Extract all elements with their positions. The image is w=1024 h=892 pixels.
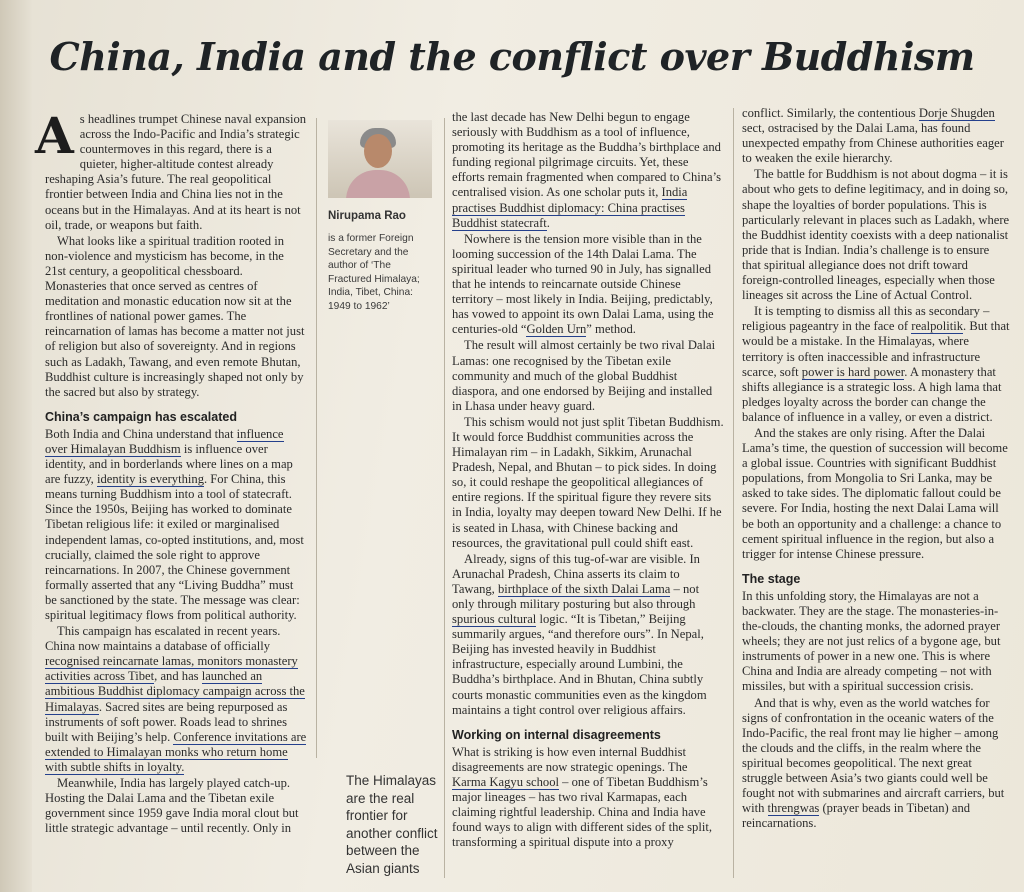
pen-underline: identity is everything: [96, 472, 204, 487]
paragraph: The result will almost certainly be two rival Dalai Lamas: one recognised by the Tibetan exile community and much of the global Buddhist diaspora, and one endorsed by Beijing and installed in Lhasa under heavy guard.: [452, 338, 716, 413]
pen-underline: recognised reincarnate lamas, monitors monastery activities across Tibet: [45, 654, 298, 684]
paragraph: And that is why, even as the world watches for signs of confrontation in the oceanic waters of the Indo-Pacific, the real front may lie higher – among the clouds and the cliffs, in the realm where the spiritual becomes geopolitical. The next great struggle between Asia’s two giants could well be fought not with submarines and aircraft carriers, but with threngwas (prayer beads in Tibetan) and reincarnations.: [742, 695, 1005, 831]
column-rule: [733, 108, 734, 878]
article-column-4: [742, 106, 1010, 832]
pull-quote: The Himalayas are the real frontier for another conflict between the Asian giants: [346, 773, 438, 876]
article-column-3: [452, 110, 724, 852]
drop-cap: A: [35, 106, 74, 165]
paragraph: As headlines trumpet Chinese naval expansion across the Indo-Pacific and India’s strategic countermoves in this regard, there is a quieter, higher-altitude contest already reshaping Asia’s future. The real geopolitical frontier between India and China lies not in the oceans but in the Himalayas. And at its heart is not oil, trade, or weapons but faith.: [35, 106, 307, 232]
subheading: Working on internal disagreements: [452, 727, 661, 742]
paragraph: What looks like a spiritual tradition rooted in non-violence and mysticism has become, in the 21st century, a geopolitical chessboard. Monasteries that once served as centres of meditation and monastic education now sit at the frontlines of national power games. The reincarnation of lamas has become a matter not just of religion but also of sovereignty. And in regions such as Ladakh, Tawang, and even remote Bhutan, Buddhist culture is increasingly shaped not only by the sacred but also by strategy.: [45, 233, 305, 399]
paragraph: In this unfolding story, the Himalayas are not a backwater. They are the stage. The monasteries-in-the-clouds, the chanting monks, the adorned prayer wheels; they are not just relics of a bygone age, but instruments of power in a new one. This is where China and India are already competing – not with missiles, but with a spiritual succession crisis.: [742, 588, 1001, 694]
pen-underline: influence over Himalayan Buddhism: [45, 426, 284, 456]
author-bio: is a former Foreign Secretary and the author of ‘The Fractured Himalaya; India, Tibet, China: 1949 to 1962’: [328, 233, 420, 312]
paragraph: The battle for Buddhism is not about dogma – it is about who gets to define legitimacy, and in doing so, shape the loyalties of border populations. This is particularly relevant in places such as Ladakh, where the Buddhist identity coexists with a deep nationalist pride that is Indian. India’s challenge is to ensure that spiritual allegiance does not drift toward foreign-controlled lineages, especially when those lineages sit across the Line of Actual Control.: [742, 167, 1010, 303]
pen-underline: Dorje Shugden: [918, 106, 995, 120]
pen-underline: Karma Kagyu school: [452, 775, 560, 790]
subheading: China’s campaign has escalated: [45, 409, 237, 424]
column-rule: [444, 118, 445, 878]
paragraph: the last decade has New Delhi begun to engage seriously with Buddhism as a tool of influence, promoting its heritage as the Buddha’s birthplace and funding regional pilgrimage circuits. Yet, these efforts remain fragmented when compared to China’s centralised vision. As one scholar puts it, India practises Buddhist diplomacy: China practises Buddhist statecraft.: [452, 110, 722, 230]
page-fold-shadow: [0, 0, 32, 892]
pen-underline: India practises Buddhist diplomacy: China practises Buddhist statecraft: [452, 185, 688, 230]
paragraph: Already, signs of this tug-of-war are visible. In Arunachal Pradesh, China asserts its claim to Tawang, birthplace of the sixth Dalai Lama – not only through military posturing but also through spurious cultural logic. “It is Tibetan,” Beijing summarily argues, “and therefore ours”. In Nepal, Beijing has invested heavily in Buddhist infrastructure, especially around Lumbini, the Buddha’s birthplace. And in Bhutan, China subtly courts monastic communities even as the kingdom maintains a tight control over religious affairs.: [452, 551, 707, 717]
subheading: The stage: [742, 571, 801, 586]
paragraph: Meanwhile, India has largely played catch-up. Hosting the Dalai Lama and the Tibetan exile government since 1959 gave India moral clout but little strategic advantage – until recently. Only in: [45, 776, 299, 836]
pen-underline: spurious cultural: [452, 612, 537, 627]
paragraph: This schism would not just split Tibetan Buddhism. It would force Buddhist communities across the Himalayan rim – in Ladakh, Sikkim, Arunachal Pradesh, Nepal, and Bhutan – to pick sides. In doing so, it could reshape the geopolitical allegiances of entire regions. If the spiritual figure they revere sits in India, loyalty may deepen toward New Delhi. If he is seated in Lhasa, with Chinese backing and resources, the gravitational pull could shift east.: [452, 414, 724, 550]
pen-underline: Conference invitations are extended to Himalayan monks who return home with subtle shifts in loyalty.: [45, 729, 307, 774]
paragraph: This campaign has escalated in recent years. China now maintains a database of officially recognised reincarnate lamas, monitors monastery activities across Tibet, and has launched an ambitious Buddhist diplomacy campaign across the Himalayas. Sacred sites are being repurposed as instruments of soft power. Roads lead to shrines built with Beijing’s help. Conference invitations are extended to Himalayan monks who return home with subtle shifts in loyalty.: [45, 624, 307, 774]
paragraph: And the stakes are only rising. After the Dalai Lama’s time, the question of succession will become a global issue. Countries with significant Buddhist populations, from Mongolia to Sri Lanka, may be asked to take sides. The diplomatic fallout could be severe. For India, hosting the next Dalai Lama will be both an opportunity and a challenge: a chance to cement spiritual influence in the region, but also a trigger for intense Chinese pressure.: [742, 425, 1008, 561]
author-photo: [328, 120, 432, 198]
pen-underline: launched an ambitious Buddhist diplomacy campaign across the Himalayas: [45, 669, 305, 714]
pen-underline: power is hard power: [801, 364, 905, 379]
pen-underline: birthplace of the sixth Dalai Lama: [497, 581, 671, 596]
headline: China, India and the conflict over Buddhism: [49, 34, 975, 79]
paragraph: conflict. Similarly, the contentious Dorje Shugden sect, ostracised by the Dalai Lama, has found unexpected empathy from Chinese authorities eager to weaken the exile hierarchy.: [742, 106, 1004, 166]
column-rule: [316, 118, 317, 758]
author-name: Nirupama Rao: [328, 210, 406, 222]
author-box: [328, 120, 436, 314]
pen-underline: threngwas: [767, 801, 820, 816]
paragraph: It is tempting to dismiss all this as secondary – religious pageantry in the face of realpolitik. But that would be a mistake. In the Himalayas, where territory is often inaccessible and infrastructure scarce, soft power is hard power. A monastery that shifts allegiance is a strategic loss. A high lama that pledges loyalty across the border can change the balance of influence in a valley, or even a district.: [742, 304, 1010, 424]
pen-underline: Golden Urn: [526, 322, 587, 337]
paragraph: What is striking is how even internal Buddhist disagreements are now strategic openings. The Karma Kagyu school – one of Tibetan Buddhism’s major lineages – has two rival Karmapas, each claiming rightful leadership. China and India have found ways to align with different sides of the split, transforming a spiritual dispute into a proxy: [452, 744, 712, 850]
paragraph: Both India and China understand that influence over Himalayan Buddhism is influence over identity, and in borderlands where lines on a map are fuzzy, identity is everything. For China, this means turning Buddhism into a tool of statecraft. Since the 1950s, Beijing has worked to dominate Tibetan religious life: it exiled or marginalised independent lamas, co-opted institutions, and, most crucially, claimed the sole right to approve reincarnations. In 2007, the Chinese government formally asserted that any “Living Buddha” must be sanctioned by the state. The message was clear: spiritual legitimacy flows from political authority.: [45, 426, 304, 622]
paragraph: Nowhere is the tension more visible than in the looming succession of the 14th Dalai Lama. The spiritual leader who turned 90 in July, has signalled that he intends to reincarnate outside Chinese territory – most likely in India. Beijing, predictably, has vowed to appoint its own Dalai Lama, using the centuries-old “Golden Urn” method.: [452, 231, 714, 337]
article-column-1: [35, 106, 307, 837]
pen-underline: realpolitik: [911, 319, 964, 334]
